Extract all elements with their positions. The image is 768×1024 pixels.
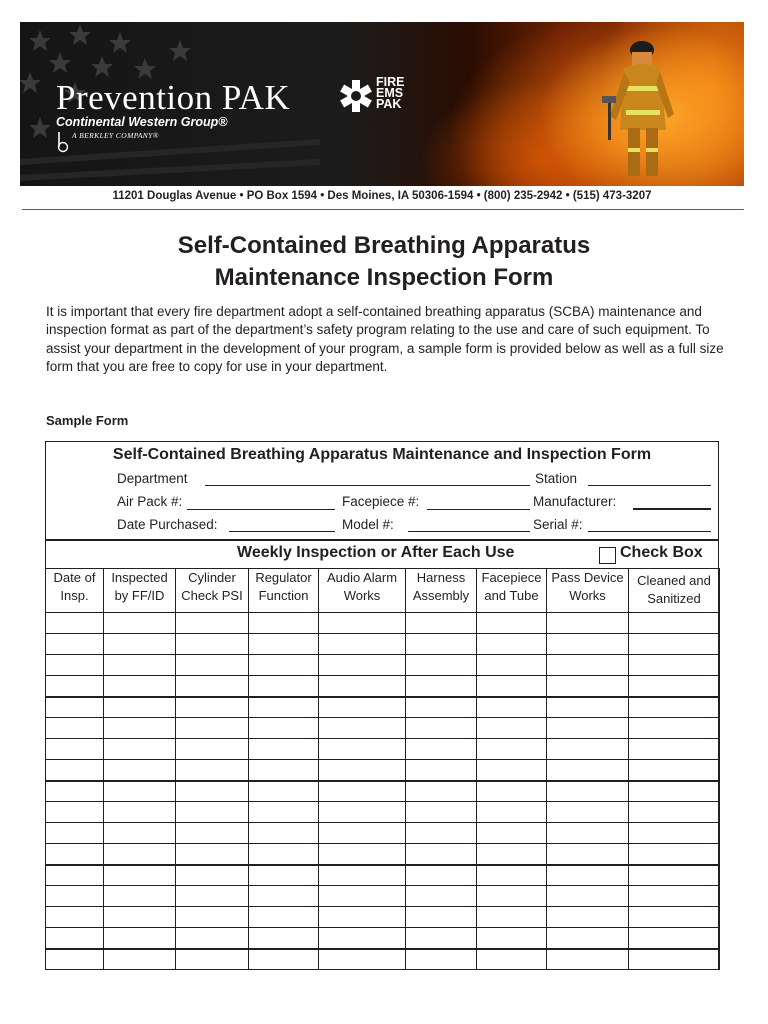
table-cell[interactable] [406,823,477,844]
table-cell[interactable] [319,760,406,781]
table-cell[interactable] [249,928,319,949]
department-field[interactable] [205,485,530,486]
table-cell[interactable] [547,613,629,634]
table-cell[interactable] [176,907,249,928]
table-cell[interactable] [547,718,629,739]
table-cell[interactable] [104,802,176,823]
table-cell[interactable] [319,802,406,823]
table-row [46,781,720,802]
table-cell[interactable] [629,697,720,718]
column-header-line: Cylinder [188,570,236,585]
table-cell[interactable] [319,697,406,718]
table-cell[interactable] [629,634,720,655]
table-cell[interactable] [547,886,629,907]
table-cell[interactable] [319,928,406,949]
column-header [406,569,477,613]
table-cell[interactable] [406,634,477,655]
table-cell[interactable] [46,907,104,928]
column-header [319,569,406,613]
column-header-line: Check PSI [181,588,243,603]
table-row [46,718,720,739]
header-banner [20,22,744,186]
table-cell[interactable] [477,781,547,802]
table-cell[interactable] [176,886,249,907]
table-row [46,655,720,676]
table-cell[interactable] [104,655,176,676]
column-header [249,569,319,613]
weekly-inspection-title: Weekly Inspection or After Each Use [237,544,515,561]
table-cell[interactable] [176,676,249,697]
table-cell[interactable] [629,781,720,802]
table-cell[interactable] [249,739,319,760]
table-cell[interactable] [46,676,104,697]
table-row [46,739,720,760]
table-cell[interactable] [176,781,249,802]
table-cell[interactable] [176,697,249,718]
table-cell[interactable] [547,739,629,760]
logo-word-pak: PAK [376,97,402,111]
table-cell[interactable] [547,634,629,655]
table-cell[interactable] [406,907,477,928]
table-cell[interactable] [46,760,104,781]
table-cell[interactable] [46,802,104,823]
column-header-line: Inspected [111,570,168,585]
table-cell[interactable] [104,718,176,739]
table-cell[interactable] [629,760,720,781]
manufacturer-field[interactable] [633,508,711,510]
table-row [46,886,720,907]
berkley-tagline: A BERKLEY COMPANY® [72,131,159,140]
table-cell[interactable] [104,907,176,928]
table-cell[interactable] [319,655,406,676]
table-cell[interactable] [629,655,720,676]
berkley-logo-icon [56,131,70,153]
intro-paragraph: It is important that every fire department adopt a self-contained breathing apparatus (SCBA) maintenance and inspection format as part of the department’s safety program relating to the use and care of such equipment. To assist your department in the development of your program, a sample form is provided below as well as a full size form that you are free to copy for use in your department. [46,304,724,374]
table-cell[interactable] [249,760,319,781]
table-cell[interactable] [249,823,319,844]
column-header-line: Date of [53,570,96,585]
table-cell[interactable] [406,844,477,865]
table-cell[interactable] [547,697,629,718]
table-cell[interactable] [547,781,629,802]
section-divider [46,539,718,541]
table-cell[interactable] [104,739,176,760]
check-box-label: Check Box [620,544,703,561]
column-header-line: Works [343,588,381,603]
table-cell[interactable] [406,781,477,802]
table-cell[interactable] [406,865,477,886]
table-row [46,928,720,949]
table-cell[interactable] [319,865,406,886]
serial-field[interactable] [588,531,711,532]
table-cell[interactable] [406,697,477,718]
table-cell[interactable] [319,718,406,739]
table-cell[interactable] [46,949,104,970]
column-header-line: Cleaned and [637,573,711,588]
column-header-line: and Tube [484,588,539,603]
table-cell[interactable] [406,718,477,739]
table-cell[interactable] [249,634,319,655]
column-header-line: by FF/ID [114,588,165,603]
logo-word-fire: FIRE [376,75,405,89]
station-field[interactable] [588,485,711,486]
table-cell[interactable] [104,844,176,865]
sample-form-label: Sample Form [46,413,129,428]
table-cell[interactable] [319,634,406,655]
table-cell[interactable] [46,823,104,844]
inspection-form [45,441,719,970]
column-header-line: Works [569,588,606,603]
air-pack-field[interactable] [187,509,335,510]
star-of-life-icon [338,76,374,116]
table-cell[interactable] [46,634,104,655]
table-cell[interactable] [477,886,547,907]
table-cell[interactable] [477,655,547,676]
table-cell[interactable] [249,655,319,676]
table-cell[interactable] [176,613,249,634]
table-row [46,865,720,886]
table-cell[interactable] [104,760,176,781]
table-cell[interactable] [406,802,477,823]
company-name: Continental Western Group® [56,115,228,129]
station-label: Station [535,471,578,486]
table-cell[interactable] [406,949,477,970]
fire-ems-pak-logo [376,77,436,110]
table-cell[interactable] [319,739,406,760]
table-body [46,613,720,970]
column-header-line: Pass Device [551,570,624,585]
column-header-line: Audio Alarm [326,570,398,585]
table-row [46,613,720,634]
table-cell[interactable] [249,886,319,907]
table-cell[interactable] [547,865,629,886]
table-cell[interactable] [46,886,104,907]
column-header-line: Harness [416,570,466,585]
table-cell[interactable] [629,865,720,886]
table-cell[interactable] [249,781,319,802]
brand-title: Prevention PAK [56,78,291,117]
table-cell[interactable] [104,949,176,970]
table-cell[interactable] [104,676,176,697]
table-cell[interactable] [104,865,176,886]
table-cell[interactable] [176,823,249,844]
table-cell[interactable] [629,739,720,760]
table-row [46,949,720,970]
table-cell[interactable] [547,949,629,970]
table-cell[interactable] [46,844,104,865]
table-cell[interactable] [629,676,720,697]
table-row [46,697,720,718]
table-cell[interactable] [629,823,720,844]
column-header-line: Insp. [60,588,89,603]
form-heading: Self-Contained Breathing Apparatus Maintenance and Inspection Form [112,446,652,463]
table-cell[interactable] [249,718,319,739]
check-box[interactable] [599,547,616,564]
table-cell[interactable] [477,760,547,781]
table-cell[interactable] [46,697,104,718]
column-header-line: Sanitized [647,591,701,606]
table-row [46,760,720,781]
column-header-line: Regulator [255,570,312,585]
table-row [46,823,720,844]
manufacturer-label: Manufacturer: [533,494,617,509]
table-cell[interactable] [319,823,406,844]
column-header-line: Assembly [412,588,470,603]
table-cell[interactable] [629,907,720,928]
table-cell[interactable] [176,802,249,823]
date-purchased-label: Date Purchased: [117,517,218,532]
table-cell[interactable] [547,907,629,928]
table-cell[interactable] [547,844,629,865]
date-purchased-field[interactable] [229,531,335,532]
table-cell[interactable] [319,907,406,928]
table-cell[interactable] [547,823,629,844]
model-field[interactable] [408,531,530,532]
table-cell[interactable] [104,697,176,718]
table-cell[interactable] [477,823,547,844]
table-cell[interactable] [249,613,319,634]
contact-address: 11201 Douglas Avenue • PO Box 1594 • Des Moines, IA 50306-1594 • (800) 235-2942 • (515) 473-3207 [112,190,652,202]
table-cell[interactable] [104,781,176,802]
table-cell[interactable] [249,844,319,865]
table-cell[interactable] [477,676,547,697]
header-divider [22,209,744,210]
table-cell[interactable] [176,865,249,886]
table-cell[interactable] [406,739,477,760]
table-cell[interactable] [629,718,720,739]
table-cell[interactable] [629,613,720,634]
table-cell[interactable] [547,676,629,697]
department-label: Department [117,471,188,486]
table-cell[interactable] [176,739,249,760]
table-header-row [46,569,720,613]
table-cell[interactable] [46,739,104,760]
table-row [46,634,720,655]
table-cell[interactable] [477,718,547,739]
table-cell[interactable] [249,676,319,697]
table-cell[interactable] [46,718,104,739]
column-header-line: Function [258,588,309,603]
table-cell[interactable] [104,613,176,634]
table-cell[interactable] [176,634,249,655]
table-cell[interactable] [629,844,720,865]
table-cell[interactable] [46,613,104,634]
table-cell[interactable] [46,928,104,949]
table-cell[interactable] [477,928,547,949]
column-header [46,569,104,613]
table-cell[interactable] [249,865,319,886]
table-cell[interactable] [319,676,406,697]
table-cell[interactable] [629,802,720,823]
table-cell[interactable] [176,928,249,949]
table-cell[interactable] [249,802,319,823]
model-label: Model #: [342,517,394,532]
facepiece-label: Facepiece #: [342,494,420,509]
table-cell[interactable] [406,676,477,697]
title-line-1: Self-Contained Breathing Apparatus [177,232,591,259]
logo-word-ems: EMS [376,86,404,100]
table-cell[interactable] [104,823,176,844]
table-cell[interactable] [46,655,104,676]
table-cell[interactable] [176,718,249,739]
table-cell[interactable] [547,760,629,781]
table-cell[interactable] [547,655,629,676]
facepiece-field[interactable] [427,509,530,510]
table-cell[interactable] [477,907,547,928]
table-cell[interactable] [319,844,406,865]
table-cell[interactable] [547,928,629,949]
table-cell[interactable] [477,613,547,634]
table-cell[interactable] [406,613,477,634]
table-cell[interactable] [176,760,249,781]
table-row [46,676,720,697]
table-cell[interactable] [406,760,477,781]
table-cell[interactable] [477,634,547,655]
table-cell[interactable] [176,949,249,970]
document-title [0,230,768,294]
air-pack-label: Air Pack #: [117,494,183,509]
table-cell[interactable] [46,781,104,802]
table-cell[interactable] [104,886,176,907]
title-line-2: Maintenance Inspection Form [214,264,554,291]
table-cell[interactable] [629,928,720,949]
table-cell[interactable] [176,844,249,865]
table-cell[interactable] [249,907,319,928]
table-row [46,907,720,928]
column-header [176,569,249,613]
table-cell[interactable] [477,802,547,823]
table-cell[interactable] [406,655,477,676]
table-cell[interactable] [319,613,406,634]
firefighter-illustration [580,30,700,186]
table-cell[interactable] [629,949,720,970]
table-cell[interactable] [249,949,319,970]
table-cell[interactable] [477,697,547,718]
table-cell[interactable] [319,886,406,907]
table-cell[interactable] [477,739,547,760]
table-cell[interactable] [547,802,629,823]
table-cell[interactable] [406,928,477,949]
table-row [46,802,720,823]
table-row [46,844,720,865]
inspection-table [45,568,720,970]
table-cell[interactable] [104,928,176,949]
column-header [104,569,176,613]
column-header-line: Facepiece [481,570,542,585]
column-header [477,569,547,613]
table-cell[interactable] [319,781,406,802]
table-cell[interactable] [629,886,720,907]
table-cell[interactable] [477,949,547,970]
column-header [629,569,720,613]
table-cell[interactable] [406,886,477,907]
table-cell[interactable] [176,655,249,676]
table-cell[interactable] [249,697,319,718]
table-cell[interactable] [319,949,406,970]
serial-label: Serial #: [533,517,583,532]
table-cell[interactable] [104,634,176,655]
table-cell[interactable] [46,865,104,886]
table-cell[interactable] [477,844,547,865]
column-header [547,569,629,613]
table-cell[interactable] [477,865,547,886]
